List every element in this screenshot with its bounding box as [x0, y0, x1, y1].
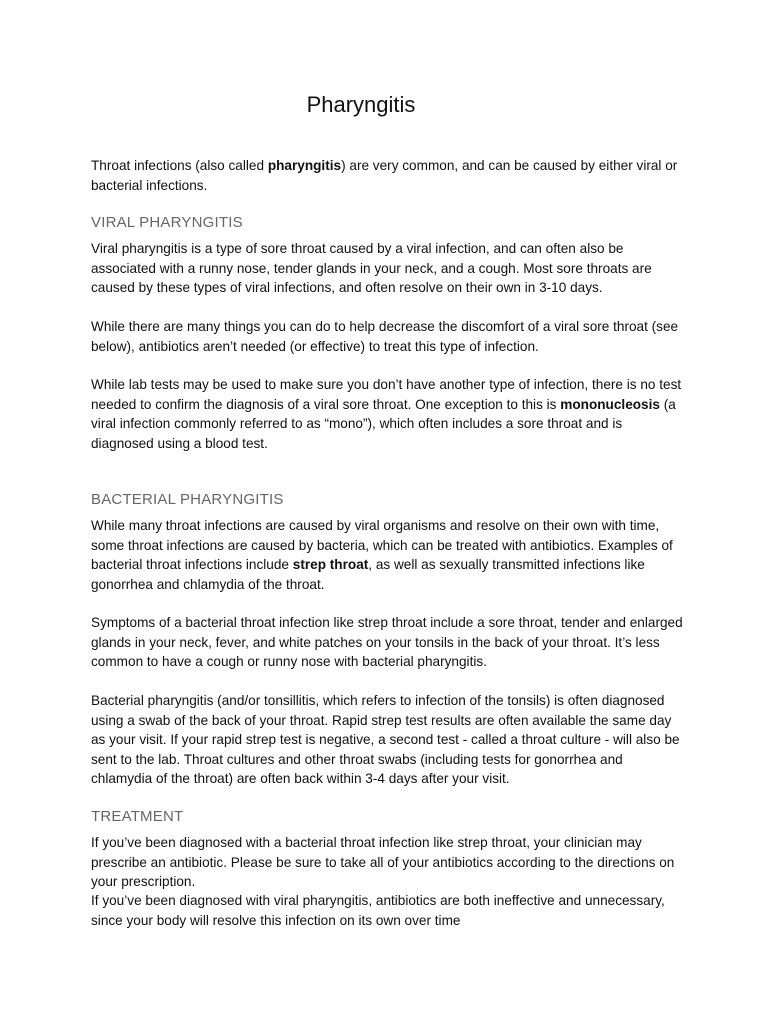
bacterial-p1-bold-term: strep throat [292, 557, 369, 572]
page-title: Pharyngitis [306, 92, 416, 117]
treatment-heading: TREATMENT [91, 808, 184, 825]
viral-p3-bold-term: mononucleosis [560, 396, 660, 412]
treatment-paragraph-1: If you’ve been diagnosed with a bacterial throat infection like strep throat, your clinician may prescribe an antibiotic. Please be sure to take all of your antibiotics according to the directions on your prescription. [91, 835, 675, 889]
viral-p3-text-1: While lab tests may be used to make sure you don’t have another type of infection, there is no test needed to confirm the diagnosis of a viral sore throat. One exception to this is [91, 377, 682, 412]
viral-paragraph-1: Viral pharyngitis is a type of sore throat caused by a viral infection, and can often also be associated with a runny nose, tender glands in your neck, and a cough. Most sore throats are caused by these types of viral infections, and often resolve on their own in 3-10 days. [91, 241, 652, 295]
bacterial-p1-text-1: While many throat infections are caused by viral organisms and resolve on their own with time, some throat infections are caused by bacteria, which can be treated with antibiotics. Examples of bacterial throat infections include [91, 518, 673, 572]
treatment-paragraph-2: If you’ve been diagnosed with viral pharyngitis, antibiotics are both ineffective and unnecessary, since your body will resolve this infection on its own over time [91, 893, 665, 928]
intro-text-2: ) are very common, and can be caused by either viral or bacterial infections. [91, 158, 678, 193]
bacterial-paragraph-2: Symptoms of a bacterial throat infection like strep throat include a sore throat, tender and enlarged glands in your neck, fever, and white patches on your tonsils in the back of your throat. It’s less common to have a cough or runny nose with bacterial pharyngitis. [91, 615, 683, 669]
bacterial-heading: BACTERIAL PHARYNGITIS [91, 491, 284, 508]
viral-paragraph-3 [91, 375, 683, 453]
bacterial-paragraph-3: Bacterial pharyngitis (and/or tonsillitis, which refers to infection of the tonsils) is often diagnosed using a swab of the back of your throat. Rapid strep test results are often available the same day as your visit. If your rapid strep test is negative, a second test - called a throat culture - will also be sent to the lab. Throat cultures and other throat swabs (including tests for gonorrhea and chlamydia of the throat) are often back within 3-4 days after your visit. [91, 693, 680, 786]
intro-bold-term: pharyngitis [267, 158, 342, 173]
intro-paragraph [91, 156, 683, 195]
bacterial-p1-text-2: , as well as sexually transmitted infections like gonorrhea and chlamydia of the throat. [91, 557, 645, 592]
viral-paragraph-2: While there are many things you can do to help decrease the discomfort of a viral sore throat (see below), antibiotics aren’t needed (or effective) to treat this type of infection. [91, 319, 679, 354]
bacterial-paragraph-1 [91, 516, 683, 594]
viral-p3-text-2: (a viral infection commonly referred to as “mono”), which often includes a sore throat and is diagnosed using a blood test. [91, 396, 676, 451]
viral-heading: VIRAL PHARYNGITIS [91, 214, 243, 231]
intro-text-1: Throat infections (also called [91, 158, 268, 173]
